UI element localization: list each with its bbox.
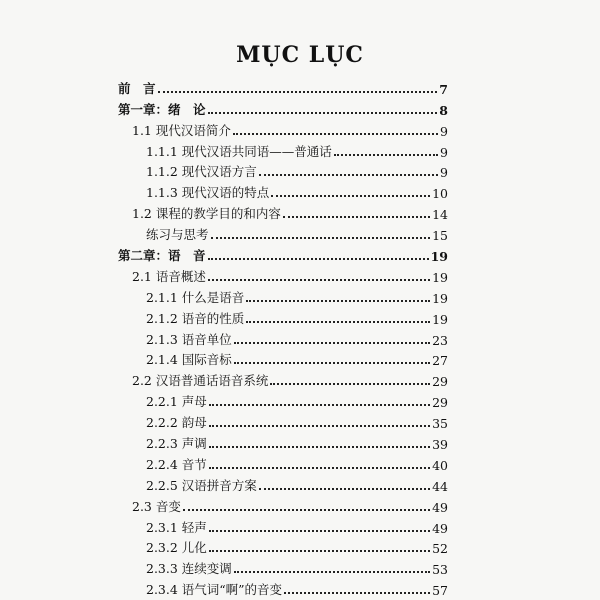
toc-entry-page: 19 bbox=[432, 269, 448, 285]
toc-entry-label: 2.1.1 什么是语音 bbox=[146, 289, 245, 305]
toc-leader-dots bbox=[234, 362, 430, 364]
toc-entry bbox=[118, 76, 448, 97]
toc-entry bbox=[118, 180, 448, 201]
toc-leader-dots bbox=[233, 133, 438, 135]
toc-entry-page: 27 bbox=[432, 353, 448, 369]
toc-entry-page: 29 bbox=[432, 374, 448, 390]
toc-entry-label: 2.3.4 语气词“啊”的音变 bbox=[146, 582, 283, 598]
toc-entry-label: 2.3.3 连续变调 bbox=[146, 561, 232, 577]
toc-leader-dots bbox=[270, 383, 430, 385]
toc-entry-label: 2.2.1 声母 bbox=[146, 394, 207, 410]
toc-entry bbox=[118, 348, 448, 369]
toc-entry-page: 49 bbox=[432, 520, 448, 536]
toc-leader-dots bbox=[209, 530, 430, 532]
toc-entry-label: 1.1.1 现代汉语共同语——普通话 bbox=[146, 143, 332, 159]
toc-entry-page: 49 bbox=[432, 499, 448, 515]
toc-leader-dots bbox=[209, 404, 430, 406]
toc-leader-dots bbox=[246, 300, 430, 302]
toc-entry-label: 1.2 课程的教学目的和内容 bbox=[132, 206, 281, 222]
toc-leader-dots bbox=[234, 342, 430, 344]
table-of-contents bbox=[118, 76, 448, 598]
toc-entry bbox=[118, 389, 448, 410]
toc-entry bbox=[118, 160, 448, 181]
toc-entry bbox=[118, 243, 448, 264]
toc-entry bbox=[118, 97, 448, 118]
toc-entry-label: 前 言 bbox=[118, 80, 156, 96]
toc-entry-label: 2.3.1 轻声 bbox=[146, 519, 207, 535]
toc-entry-page: 19 bbox=[432, 290, 448, 306]
toc-entry-page: 9 bbox=[440, 123, 448, 139]
toc-entry bbox=[118, 473, 448, 494]
toc-leader-dots bbox=[183, 509, 430, 511]
toc-entry-page: 53 bbox=[432, 562, 448, 578]
toc-entry bbox=[118, 577, 448, 598]
toc-entry bbox=[118, 452, 448, 473]
toc-entry-page: 44 bbox=[432, 478, 448, 494]
toc-leader-dots bbox=[283, 216, 430, 218]
toc-entry-page: 52 bbox=[432, 541, 448, 557]
toc-entry-label: 2.2.3 声调 bbox=[146, 436, 207, 452]
toc-entry bbox=[118, 118, 448, 139]
toc-leader-dots bbox=[208, 112, 438, 114]
toc-leader-dots bbox=[271, 195, 430, 197]
toc-entry-label: 2.1.2 语音的性质 bbox=[146, 310, 245, 326]
toc-leader-dots bbox=[334, 154, 438, 156]
toc-entry bbox=[118, 306, 448, 327]
toc-entry bbox=[118, 556, 448, 577]
toc-entry-label: 2.1 语音概述 bbox=[132, 268, 206, 284]
toc-leader-dots bbox=[211, 237, 431, 239]
toc-entry-page: 15 bbox=[432, 228, 448, 244]
page-title: MỤC LỤC bbox=[236, 42, 364, 68]
toc-entry-label: 2.2.2 韵母 bbox=[146, 415, 207, 431]
toc-leader-dots bbox=[259, 174, 438, 176]
toc-entry-page: 9 bbox=[440, 165, 448, 181]
toc-entry-label: 1.1.2 现代汉语方言 bbox=[146, 164, 257, 180]
toc-leader-dots bbox=[209, 425, 430, 427]
toc-entry bbox=[118, 515, 448, 536]
toc-entry bbox=[118, 431, 448, 452]
toc-entry-page: 19 bbox=[432, 311, 448, 327]
toc-entry-label: 2.2 汉语普通话语音系统 bbox=[132, 373, 269, 389]
toc-leader-dots bbox=[208, 258, 429, 260]
toc-entry-label: 2.1.4 国际音标 bbox=[146, 352, 232, 368]
toc-entry-label: 2.3.2 儿化 bbox=[146, 540, 207, 556]
toc-entry-label: 练习与思考 bbox=[146, 227, 209, 243]
toc-leader-dots bbox=[284, 592, 430, 594]
toc-entry bbox=[118, 494, 448, 515]
toc-entry bbox=[118, 536, 448, 557]
toc-entry bbox=[118, 285, 448, 306]
toc-entry-label: 2.2.5 汉语拼音方案 bbox=[146, 477, 257, 493]
toc-entry-label: 1.1.3 现代汉语的特点 bbox=[146, 185, 270, 201]
toc-entry-label: 2.1.3 语音单位 bbox=[146, 331, 232, 347]
toc-entry-page: 8 bbox=[439, 102, 448, 118]
toc-entry bbox=[118, 410, 448, 431]
toc-leader-dots bbox=[209, 446, 430, 448]
toc-leader-dots bbox=[209, 550, 430, 552]
toc-leader-dots bbox=[208, 279, 430, 281]
toc-entry-label: 2.2.4 音节 bbox=[146, 456, 207, 472]
toc-leader-dots bbox=[158, 91, 438, 93]
toc-entry bbox=[118, 201, 448, 222]
toc-entry-page: 10 bbox=[432, 186, 448, 202]
toc-entry bbox=[118, 222, 448, 243]
toc-entry-page: 39 bbox=[432, 437, 448, 453]
toc-entry bbox=[118, 264, 448, 285]
toc-entry-page: 14 bbox=[432, 207, 448, 223]
toc-entry-label: 2.3 音变 bbox=[132, 498, 181, 514]
toc-entry-page: 40 bbox=[432, 457, 448, 473]
toc-entry-label: 1.1 现代汉语简介 bbox=[132, 122, 231, 138]
toc-entry bbox=[118, 368, 448, 389]
toc-leader-dots bbox=[246, 321, 430, 323]
toc-entry bbox=[118, 139, 448, 160]
toc-entry-page: 29 bbox=[432, 395, 448, 411]
toc-entry bbox=[118, 327, 448, 348]
toc-leader-dots bbox=[209, 467, 430, 469]
toc-entry-page: 9 bbox=[440, 144, 448, 160]
toc-entry-page: 19 bbox=[430, 249, 448, 265]
toc-entry-page: 57 bbox=[432, 583, 448, 599]
toc-entry-page: 7 bbox=[439, 81, 448, 97]
toc-entry-page: 35 bbox=[432, 416, 448, 432]
toc-entry-label: 第一章：绪 论 bbox=[118, 101, 206, 117]
toc-entry-page: 23 bbox=[432, 332, 448, 348]
toc-leader-dots bbox=[234, 571, 430, 573]
toc-leader-dots bbox=[259, 488, 430, 490]
toc-entry-label: 第二章：语 音 bbox=[118, 248, 206, 264]
